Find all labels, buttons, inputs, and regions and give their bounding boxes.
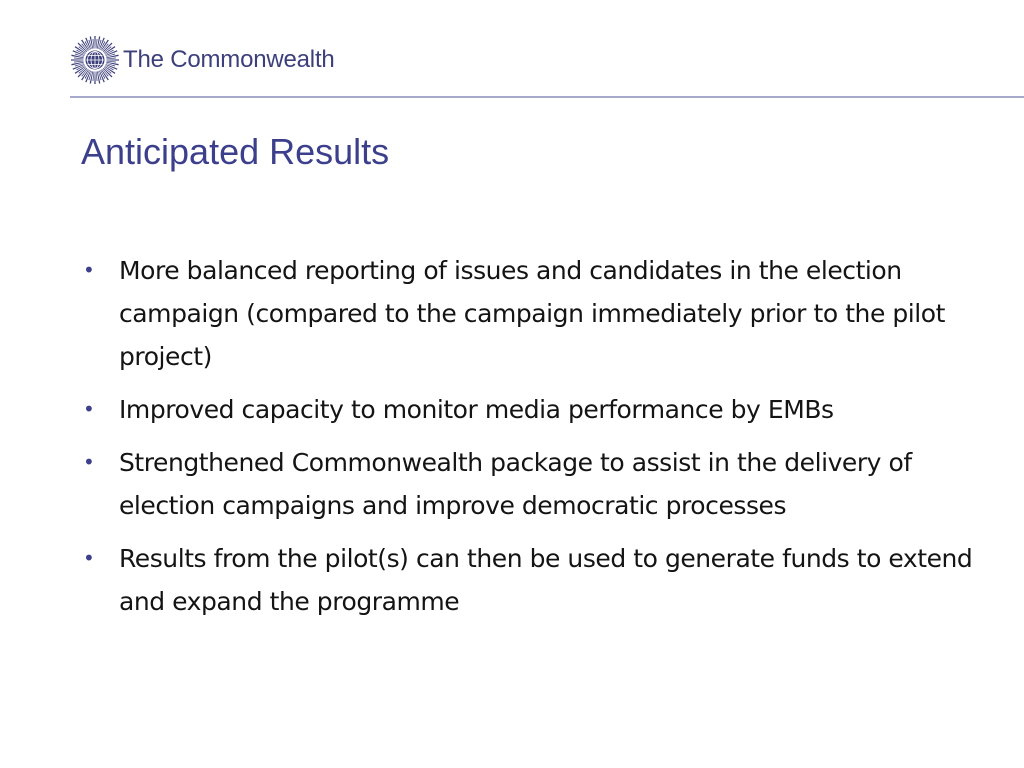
sunburst-ray: [90, 36, 93, 48]
bullet-item: [81, 441, 981, 527]
bullet-text: Strengthened Commonwealth package to assist in the delivery of election campaigns and improve democratic processes: [119, 448, 912, 520]
bullet-marker: •: [83, 450, 95, 474]
bullet-marker: •: [83, 546, 95, 570]
bullet-item: [81, 537, 981, 623]
sunburst-ray: [106, 62, 118, 65]
commonwealth-logo: [70, 34, 335, 86]
bullet-marker: •: [83, 397, 95, 421]
bullet-item: [81, 388, 981, 431]
bullet-item: [81, 249, 981, 378]
slide-title: Anticipated Results: [81, 131, 390, 172]
bullet-marker: •: [83, 258, 95, 282]
sunburst-ray: [97, 36, 100, 48]
bullet-list: [81, 249, 981, 633]
sunburst-ray: [90, 71, 93, 83]
sunburst-ray: [71, 55, 83, 58]
bullet-text: Results from the pilot(s) can then be used to generate funds to extend and expand the programme: [119, 544, 973, 616]
header-divider: [70, 96, 1024, 98]
commonwealth-globe-sunburst-icon: [70, 35, 120, 85]
sunburst-ray: [97, 71, 100, 83]
sunburst-ray: [106, 55, 118, 58]
bullet-text: Improved capacity to monitor media performance by EMBs: [119, 395, 834, 424]
sunburst-ray: [94, 72, 95, 85]
sunburst-ray: [71, 62, 83, 65]
sunburst-ray: [71, 59, 84, 60]
sunburst-ray: [107, 59, 120, 60]
sunburst-ray: [94, 36, 95, 49]
logo-text: The Commonwealth: [123, 46, 335, 73]
bullet-text: More balanced reporting of issues and candidates in the election campaign (compared to the campaign immediately prior to the pilot project): [119, 256, 945, 371]
